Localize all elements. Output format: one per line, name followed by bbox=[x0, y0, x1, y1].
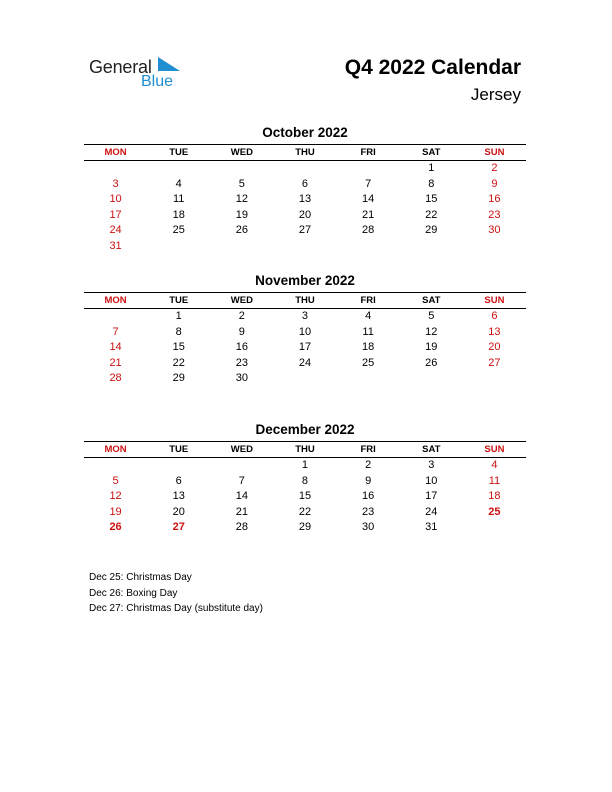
empty-day-cell bbox=[147, 239, 210, 255]
holiday-item: Dec 25: Christmas Day bbox=[89, 572, 192, 583]
day-cell: 7 bbox=[365, 177, 372, 190]
page-title: Q4 2022 Calendar bbox=[344, 56, 521, 79]
day-cell: 31 bbox=[109, 239, 122, 252]
day-cell: 11 bbox=[173, 193, 185, 206]
day-cell: 2 bbox=[238, 310, 245, 322]
day-cell: 25 bbox=[362, 356, 375, 369]
day-cell: 5 bbox=[428, 310, 435, 322]
weekday-label: THU bbox=[295, 147, 315, 158]
day-cell: 10 bbox=[425, 474, 438, 487]
day-cell: 7 bbox=[112, 325, 119, 338]
holiday-item: Dec 27: Christmas Day (substitute day) bbox=[89, 603, 263, 614]
day-cell: 22 bbox=[298, 505, 312, 518]
day-cell: 13 bbox=[488, 325, 501, 338]
day-cell: 14 bbox=[362, 193, 375, 206]
day-cell: 12 bbox=[109, 490, 122, 503]
week-row bbox=[84, 371, 526, 387]
day-cell: 28 bbox=[235, 521, 248, 534]
day-cell: 4 bbox=[175, 177, 182, 190]
weekday-label: MON bbox=[104, 147, 127, 158]
week-row bbox=[84, 208, 526, 224]
day-cell: 15 bbox=[298, 490, 312, 503]
week-row bbox=[84, 340, 526, 356]
day-cell: 26 bbox=[425, 356, 438, 369]
day-cell: 3 bbox=[428, 459, 435, 471]
weekday-label: THU bbox=[295, 295, 315, 306]
day-cell: 2 bbox=[491, 162, 498, 174]
week-row bbox=[84, 192, 526, 208]
day-cell: 14 bbox=[109, 341, 122, 354]
week-row bbox=[84, 474, 526, 490]
day-cell: 15 bbox=[425, 193, 438, 206]
empty-day-cell bbox=[463, 239, 526, 255]
day-cell: 8 bbox=[301, 474, 309, 487]
day-cell: 7 bbox=[238, 474, 245, 487]
day-cell: 4 bbox=[365, 310, 372, 322]
week-row bbox=[84, 223, 526, 239]
day-cell: 5 bbox=[112, 474, 119, 487]
day-cell: 9 bbox=[365, 474, 372, 487]
day-cell: 19 bbox=[425, 341, 438, 354]
weekday-header bbox=[84, 292, 526, 309]
day-cell: 19 bbox=[235, 208, 248, 221]
week-row bbox=[84, 177, 526, 193]
day-cell: 21 bbox=[109, 356, 122, 369]
day-cell: 27 bbox=[172, 521, 185, 534]
empty-day-cell bbox=[273, 371, 336, 387]
day-cell: 8 bbox=[175, 325, 182, 338]
day-cell: 29 bbox=[425, 224, 438, 237]
day-cell: 20 bbox=[298, 208, 312, 221]
day-cell: 26 bbox=[109, 521, 122, 534]
day-cell: 28 bbox=[109, 372, 122, 385]
day-cell: 17 bbox=[425, 490, 438, 503]
day-cell: 22 bbox=[172, 356, 185, 369]
weekday-label: SUN bbox=[484, 444, 505, 455]
empty-day-cell bbox=[147, 161, 210, 177]
week-row bbox=[84, 309, 526, 325]
day-cell: 31 bbox=[425, 521, 438, 534]
page-subtitle: Jersey bbox=[470, 85, 521, 104]
day-cell: 6 bbox=[175, 474, 182, 487]
weekday-label: THU bbox=[295, 444, 315, 455]
empty-day-cell bbox=[400, 371, 463, 387]
day-cell: 29 bbox=[298, 521, 312, 534]
day-cell: 1 bbox=[175, 310, 182, 322]
month-block-december bbox=[84, 421, 526, 536]
holiday-item: Dec 26: Boxing Day bbox=[89, 587, 178, 599]
day-cell: 20 bbox=[172, 505, 185, 518]
day-cell: 14 bbox=[235, 490, 248, 503]
weekday-label: FRI bbox=[360, 295, 376, 306]
logo-general-text: General bbox=[89, 57, 152, 77]
day-cell: 16 bbox=[488, 193, 501, 206]
weekday-label: TUE bbox=[169, 147, 189, 158]
month-title: November 2022 bbox=[255, 273, 355, 288]
weekday-header bbox=[84, 144, 526, 161]
day-cell: 13 bbox=[172, 490, 185, 503]
day-cell: 30 bbox=[488, 224, 501, 237]
logo-blue-text: Blue bbox=[141, 73, 174, 90]
weekday-label: TUE bbox=[169, 295, 189, 306]
weekday-label: SUN bbox=[484, 147, 505, 158]
day-cell: 6 bbox=[301, 177, 309, 190]
week-row bbox=[84, 356, 526, 372]
day-cell: 16 bbox=[235, 341, 248, 354]
empty-day-cell bbox=[400, 239, 463, 255]
day-cell: 29 bbox=[172, 372, 185, 385]
day-cell: 22 bbox=[425, 208, 438, 221]
day-cell: 3 bbox=[301, 310, 309, 322]
day-cell: 21 bbox=[235, 505, 248, 518]
empty-day-cell bbox=[84, 309, 147, 325]
day-cell: 9 bbox=[238, 325, 245, 338]
month-title: December 2022 bbox=[255, 422, 355, 437]
empty-day-cell bbox=[337, 371, 400, 387]
day-cell: 12 bbox=[235, 193, 248, 206]
day-cell: 10 bbox=[298, 325, 312, 338]
empty-day-cell bbox=[337, 239, 400, 255]
month-block-november bbox=[84, 272, 526, 387]
weekday-label: SAT bbox=[422, 444, 441, 455]
day-cell: 24 bbox=[425, 505, 438, 518]
day-cell: 1 bbox=[301, 459, 309, 471]
day-cell: 2 bbox=[365, 459, 372, 471]
day-cell: 27 bbox=[298, 224, 312, 237]
month-block-october bbox=[84, 124, 526, 255]
weekday-label: WED bbox=[230, 147, 253, 158]
day-cell: 23 bbox=[362, 505, 375, 518]
empty-day-cell bbox=[463, 520, 526, 536]
empty-day-cell bbox=[210, 161, 273, 177]
day-cell: 1 bbox=[428, 162, 435, 174]
empty-day-cell bbox=[84, 458, 147, 474]
day-cell: 17 bbox=[298, 341, 312, 354]
day-cell: 28 bbox=[362, 224, 375, 237]
week-row bbox=[84, 161, 526, 177]
day-cell: 4 bbox=[491, 459, 498, 471]
day-cell: 15 bbox=[172, 341, 185, 354]
logo-flag-icon bbox=[156, 57, 180, 73]
empty-day-cell bbox=[210, 458, 273, 474]
day-cell: 10 bbox=[109, 193, 122, 206]
week-row bbox=[84, 325, 526, 341]
day-cell: 18 bbox=[488, 490, 501, 503]
day-cell: 11 bbox=[488, 474, 501, 487]
day-cell: 30 bbox=[235, 372, 248, 385]
day-cell: 19 bbox=[109, 505, 122, 518]
week-row bbox=[84, 239, 526, 255]
day-cell: 13 bbox=[298, 193, 312, 206]
day-cell: 17 bbox=[109, 208, 122, 221]
day-cell: 16 bbox=[362, 490, 375, 503]
weekday-label: WED bbox=[230, 444, 253, 455]
holiday-list bbox=[89, 570, 263, 617]
day-cell: 25 bbox=[488, 505, 501, 518]
empty-day-cell bbox=[337, 161, 400, 177]
empty-day-cell bbox=[84, 161, 147, 177]
day-cell: 12 bbox=[425, 325, 438, 338]
day-cell: 5 bbox=[238, 177, 245, 190]
day-cell: 20 bbox=[488, 341, 501, 354]
week-row bbox=[84, 458, 526, 474]
weekday-label: FRI bbox=[360, 444, 376, 455]
week-row bbox=[84, 505, 526, 521]
weekday-label: MON bbox=[104, 444, 127, 455]
empty-day-cell bbox=[463, 371, 526, 387]
day-cell: 21 bbox=[362, 208, 375, 221]
week-row bbox=[84, 489, 526, 505]
day-cell: 18 bbox=[362, 341, 375, 354]
day-cell: 23 bbox=[488, 208, 501, 221]
day-cell: 3 bbox=[112, 177, 119, 190]
day-cell: 27 bbox=[488, 356, 501, 369]
month-title: October 2022 bbox=[262, 125, 348, 140]
weekday-label: MON bbox=[104, 295, 127, 306]
weekday-label: SAT bbox=[422, 147, 441, 158]
day-cell: 6 bbox=[491, 310, 498, 322]
empty-day-cell bbox=[147, 458, 210, 474]
day-cell: 23 bbox=[235, 356, 248, 369]
day-cell: 18 bbox=[172, 208, 185, 221]
week-row bbox=[84, 520, 526, 536]
empty-day-cell bbox=[210, 239, 273, 255]
day-cell: 26 bbox=[235, 224, 248, 237]
weekday-label: WED bbox=[230, 295, 253, 306]
day-cell: 9 bbox=[491, 177, 498, 190]
weekday-label: FRI bbox=[360, 147, 376, 158]
day-cell: 24 bbox=[298, 356, 312, 369]
weekday-label: TUE bbox=[169, 444, 189, 455]
empty-day-cell bbox=[273, 239, 336, 255]
day-cell: 24 bbox=[109, 224, 122, 237]
logo bbox=[89, 55, 199, 95]
weekday-header bbox=[84, 441, 526, 458]
weekday-label: SUN bbox=[484, 295, 505, 306]
day-cell: 25 bbox=[172, 224, 185, 237]
day-cell: 8 bbox=[428, 177, 435, 190]
weekday-label: SAT bbox=[422, 295, 441, 306]
empty-day-cell bbox=[273, 161, 336, 177]
day-cell: 30 bbox=[362, 521, 375, 534]
day-cell: 11 bbox=[362, 325, 374, 338]
